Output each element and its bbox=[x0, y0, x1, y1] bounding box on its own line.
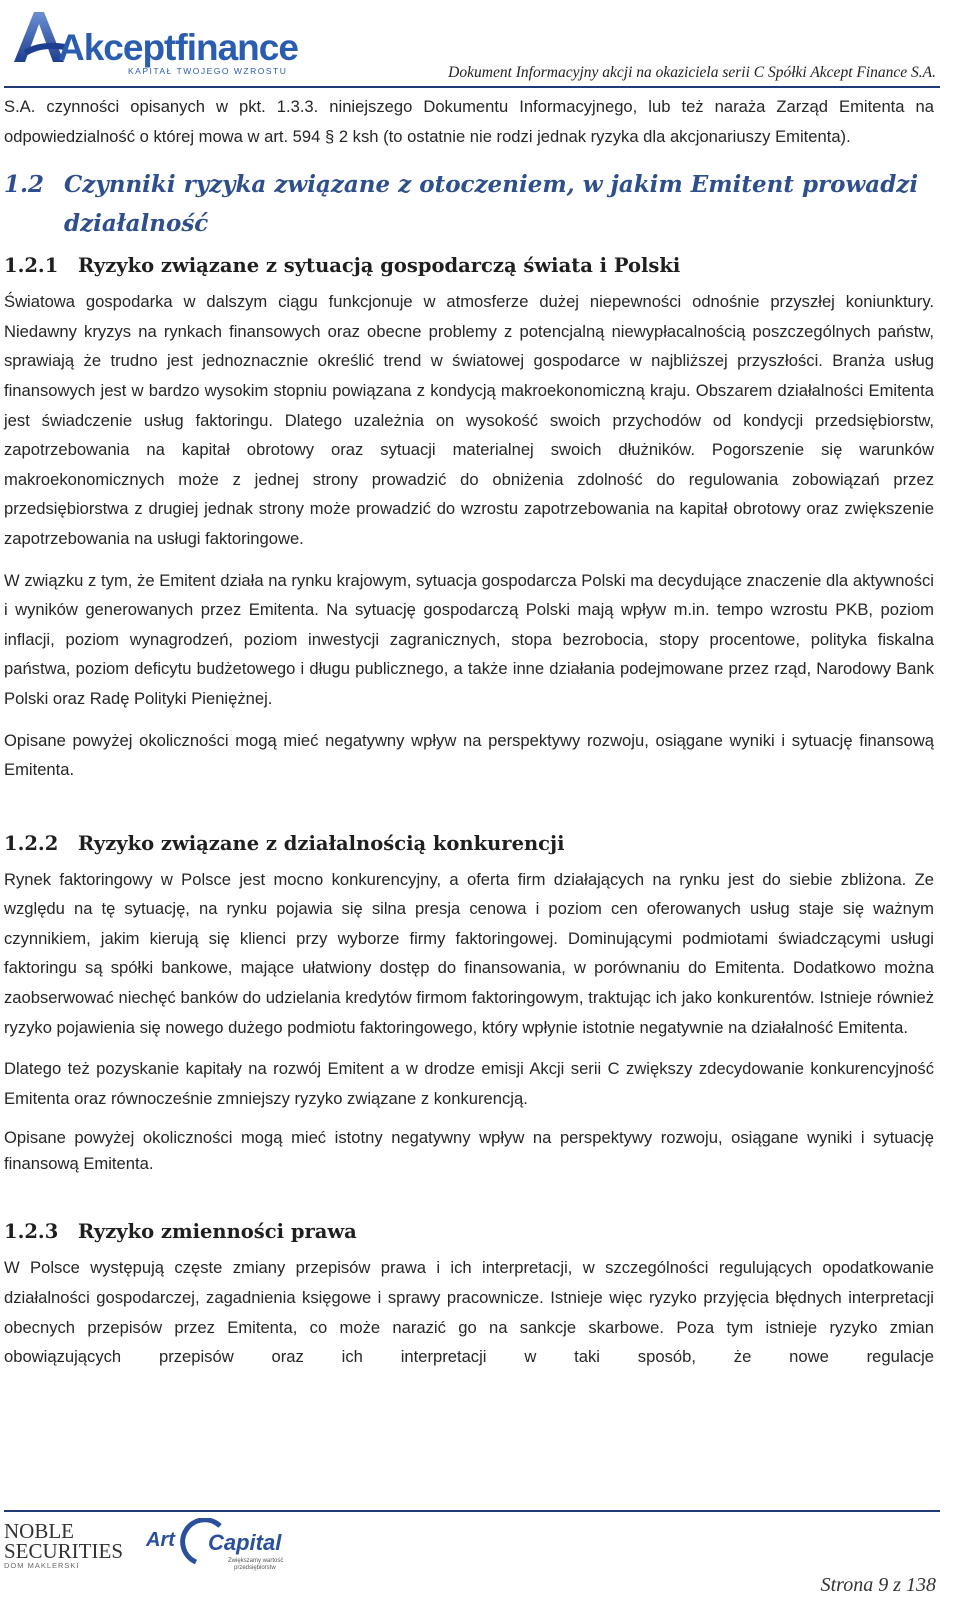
paragraph: W związku z tym, że Emitent działa na rynku krajowym, sytuacja gospodarcza Polski ma decydujące znaczenie dla aktywności i wyników generowanych przez Emitenta. Na sytuację gospodarczą Polski mają wpływ m.in. tempo wzrostu PKB, poziom inflacji, poziom wynagrodzeń, poziom inwestycji zagranicznych, stopa bezrobocia, stopy procentowe, polityka fiskalna państwa, poziom deficytu budżetowego i długu publicznego, a także inne działania podejmowane przez rząd, Narodowy Bank Polski oraz Radę Polityki Pieniężnej. bbox=[4, 570, 934, 708]
section-heading-1-2-2 bbox=[4, 829, 934, 859]
section-number: 1.2.1 bbox=[4, 254, 59, 278]
section-heading-1-2-3 bbox=[4, 1217, 934, 1247]
paragraph: Dlatego też pozyskanie kapitały na rozwój Emitent a w drodze emisji Akcji serii C zwiększy zdecydowanie konkurencyjność Emitenta oraz równocześnie zmniejszy ryzyko związane z konkurencją. bbox=[4, 1059, 934, 1108]
noble-line2: SECURITIES bbox=[4, 1539, 124, 1563]
capital-tagline-1: Zwiększamy wartość bbox=[228, 1558, 284, 1564]
paragraph: W Polsce występują częste zmiany przepisów prawa i ich interpretacji, w szczególności regulujących opodatkowanie działalności gospodarczej, zagadnienia księgowe i sprawy pracownicze. Istnieje więc ryzyko przyjęcia błędnych interpretacji obecnych przepisów przez Emitenta, co może narazić go na sankcje skarbowe. Poza tym istnieje ryzyko zmian obowiązujących przepisów oraz ich interpretacji w taki sposób, że nowe regulacje bbox=[4, 1258, 934, 1367]
page-header bbox=[0, 0, 960, 88]
section-heading-1-2 bbox=[4, 165, 934, 243]
logo-tagline: KAPITAŁ TWOJEGO WZROSTU bbox=[128, 66, 288, 76]
page-footer bbox=[0, 1508, 960, 1606]
paragraph: Światowa gospodarka w dalszym ciągu funkcjonuje w atmosferze dużej niepewności odnośnie przyszłej koniunktury. Niedawny kryzys na rynkach finansowych oraz obecne problemy z potencjalną niewypłacalnością poszczególnych państw, sprawiają że trudno jest jednoznacznie określić trend w światowej gospodarce w najbliższej przyszłości. Branża usług finansowych jest w bardzo wysokim stopniu powiązana z kondycją makroekonomiczną kraju. Obszarem działalności Emitenta jest świadczenie usług faktoringu. Dlatego uzależnia on wysokość swoich przychodów od kondycji przedsiębiorstw, zapotrzebowania na kapitał obrotowy oraz sytuacji materialnej swoich dłużników. Pogorszenie się warunków makroekonomicznych może z jednej strony prowadzić do obniżenia zdolność do regulowania zobowiązań przez przedsiębiorstwa z drugiej jednak strony może prowadzić do wzrostu zapotrzebowania na kapitał obrotowy oraz zwiększenie zapotrzebowania na usługi faktoringowe. bbox=[4, 292, 934, 548]
akceptfinance-logo bbox=[10, 4, 300, 78]
section-title: Ryzyko zmienności prawa bbox=[78, 1220, 357, 1244]
noble-sub: DOM MAKLERSKI bbox=[4, 1561, 80, 1570]
section-title: Ryzyko związane z sytuacją gospodarczą świata i Polski bbox=[78, 254, 681, 278]
capital-tagline-2: przedsiębiorstw bbox=[234, 1565, 276, 1571]
page-number: Strona 9 z 138 bbox=[820, 1574, 936, 1596]
section-heading-1-2-1 bbox=[4, 251, 934, 281]
paragraph: Opisane powyżej okoliczności mogą mieć negatywny wpływ na perspektywy rozwoju, osiągane wyniki i sytuację finansową Emitenta. bbox=[4, 730, 934, 780]
art-capital-logo bbox=[146, 1518, 296, 1574]
document-body bbox=[4, 92, 934, 1372]
noble-securities-logo bbox=[4, 1518, 134, 1570]
section-title: Czynniki ryzyka związane z otoczeniem, w jakim Emitent prowadzi działalność bbox=[64, 171, 919, 238]
paragraph: Opisane powyżej okoliczności mogą mieć istotny negatywny wpływ na perspektywy rozwoju, osiągane wyniki i sytuację finansową Emitenta. bbox=[4, 1128, 934, 1174]
intro-paragraph: S.A. czynności opisanych w pkt. 1.3.3. niniejszego Dokumentu Informacyjnego, lub też naraża Zarząd Emitenta na odpowiedzialność o której mowa w art. 594 § 2 ksh (to ostatnie nie rodzi jednak ryzyka dla akcjonariuszy Emitenta). bbox=[4, 97, 934, 146]
document-title: Dokument Informacyjny akcji na okaziciela serii C Spółki Akcept Finance S.A. bbox=[448, 64, 936, 81]
section-number: 1.2.2 bbox=[4, 831, 59, 855]
capital-word: Capital bbox=[208, 1530, 282, 1555]
paragraph: Rynek faktoringowy w Polsce jest mocno konkurencyjny, a oferta firm działających na rynku jest do siebie zbliżona. Ze względu na tę sytuację, na rynku pojawia się silna presja cenowa i poziom cen oferowanych usług staje się ważnym czynnikiem, jakim kierują się klienci przy wyborze firmy faktoringowej. Dominującymi podmiotami świadczącymi usługi faktoringu są spółki bankowe, mające ułatwiony dostęp do finansowania, w porównaniu do Emitenta. Dodatkowo można zaobserwować niechęć banków do udzielania kredytów firmom faktoringowym, traktując ich jako konkurentów. Istnieje również ryzyko pojawienia się nowego dużego podmiotu faktoringowego, który wpłynie istotnie negatywnie na działalność Emitenta. bbox=[4, 869, 934, 1037]
section-number: 1.2 bbox=[4, 171, 45, 199]
noble-line1: NOBLE bbox=[4, 1519, 74, 1543]
logo-wordmark: Akceptfinance bbox=[58, 27, 298, 68]
header-divider bbox=[4, 86, 940, 88]
footer-divider bbox=[4, 1510, 940, 1512]
section-title: Ryzyko związane z działalnością konkurencji bbox=[78, 831, 565, 855]
section-number: 1.2.3 bbox=[4, 1220, 59, 1244]
art-word: Art bbox=[146, 1529, 175, 1551]
